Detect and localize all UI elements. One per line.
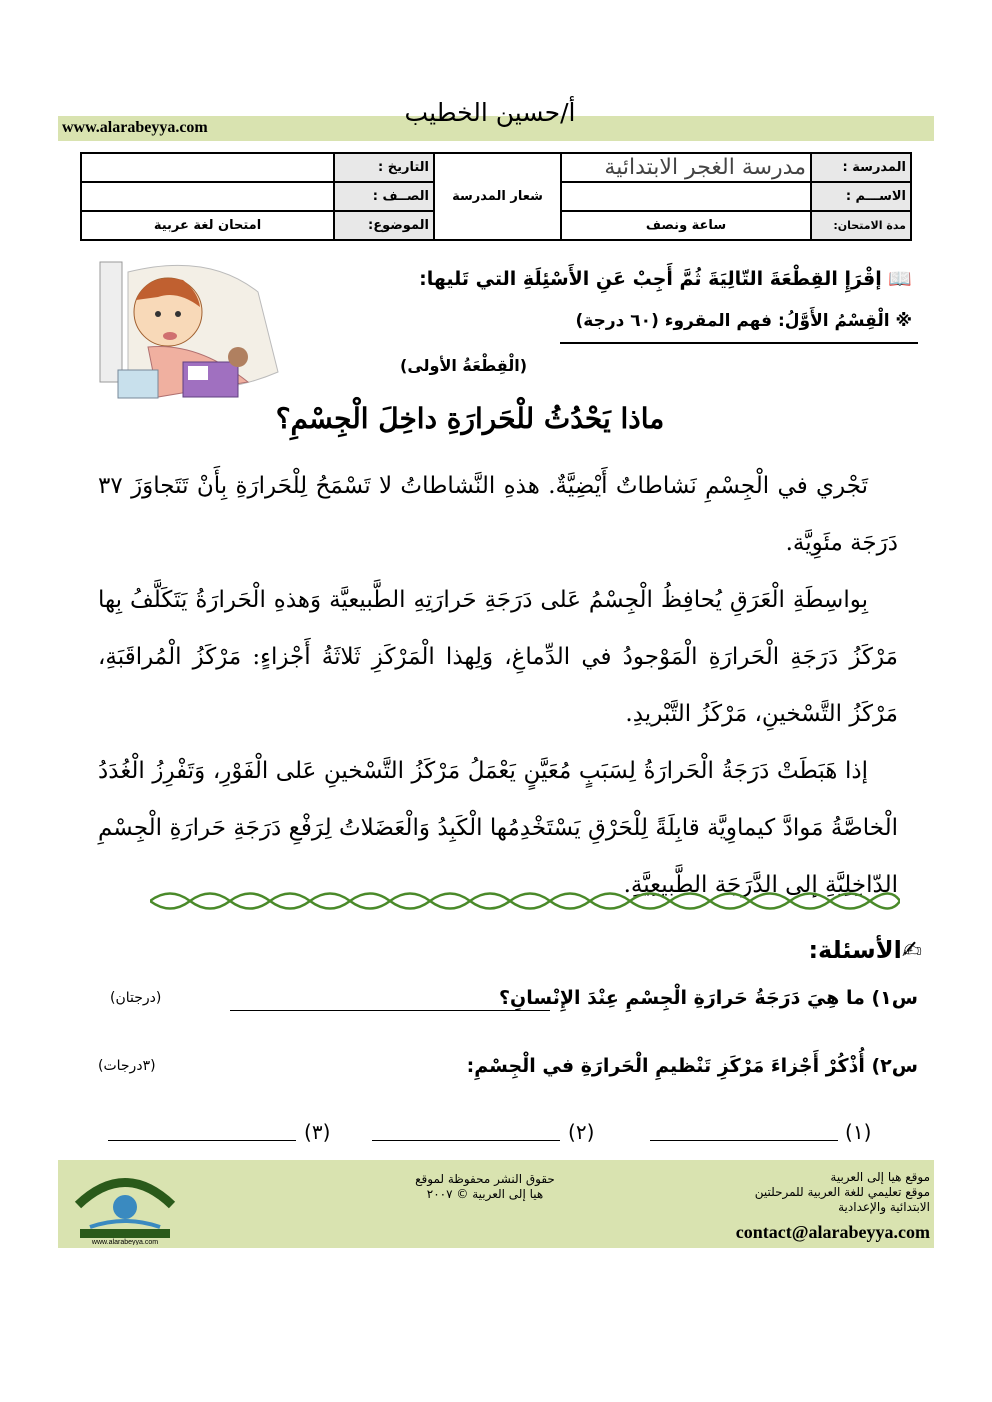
question-1: س١) ما هِيَ دَرَجَةُ حَرارَةِ الْجِسْمِ عِنْدَ الإِنْسانِ؟ — [499, 987, 918, 1009]
date-value[interactable] — [81, 153, 334, 182]
subject-label: الموضوع: — [334, 211, 434, 240]
footer-site-line: موقع هيا إلى العربية — [830, 1170, 930, 1184]
question-1-answer-line[interactable] — [230, 1010, 550, 1011]
subject-value: امتحان لغة عربية — [81, 211, 334, 240]
answer-2-label: (٢) — [568, 1120, 595, 1144]
class-value[interactable] — [81, 182, 334, 211]
passage-number: (الْقِطْعَةُ الأولى) — [400, 356, 528, 375]
name-label: الاســـم : — [811, 182, 911, 211]
duration-value: ساعة ونصف — [561, 211, 811, 240]
logo-url: www.alarabeyya.com — [91, 1239, 159, 1245]
date-label: التاريخ : — [334, 153, 434, 182]
school-name-cell — [561, 153, 811, 182]
passage-body — [98, 458, 898, 914]
answer-1-label: (١) — [845, 1120, 872, 1144]
questions-heading: ✍الأسئلة: — [808, 936, 922, 964]
class-label: الصــف : — [334, 182, 434, 211]
question-1-marks: (درجتان) — [110, 990, 162, 1006]
teacher-name: أ/حسين الخطيب — [404, 98, 576, 127]
passage-title: ماذا يَحْدُثُ للْحَرارَةِ داخِلَ الْجِسْمِ؟ — [275, 402, 665, 435]
sick-child-illustration — [88, 252, 288, 412]
copyright-line: حقوق النشر محفوظة لموقع — [415, 1172, 555, 1186]
passage-paragraph: بِواسِطَةِ الْعَرَقِ يُحافِظُ الْجِسْمُ عَلى دَرَجَةِ حَرارَتِهِ الطَّبيعيَّة وَهذهِ الْحَرارَةُ يَتَكَلَّفُ بِها مَرْكَزُ دَرَجَةِ الْحَرارَةِ الْمَوْجودُ في الدِّماغِ، وَلِهذا الْمَرْكَزِ ثَلاثَةُ أَجْزاءٍ: مَرْكَزُ الْمُراقَبَةِ، مَرْكَزُ التَّسْخينِ، مَرْكَزُ التَّبْريدِ. — [98, 587, 898, 727]
section-one-heading: ※ الْقِسْمُ الأَوَّلُ: فهم المقروء (٦٠ درجة) — [575, 311, 912, 331]
name-value[interactable] — [561, 182, 811, 211]
answer-3-label: (٣) — [304, 1120, 331, 1144]
question-2: س٢) أُذْكُرْ أَجْزاءَ مَرْكَزِ تَنْظيمِ الْحَرارَةِ في الْجِسْمِ: — [466, 1055, 918, 1077]
answer-3-line[interactable] — [108, 1140, 296, 1141]
duration-label: مدة الامتحان: — [811, 211, 911, 240]
copyright-line: هيا إلى العربية © ٢٠٠٧ — [426, 1187, 544, 1201]
school-logo-cell: شعار المدرسة — [434, 153, 561, 240]
passage-paragraph: تَجْري في الْجِسْمِ نَشاطاتٌ أَيْضِيَّةٌ. هذهِ النَّشاطاتُ لا تَسْمَحُ لِلْحَرارَةِ بِأَنْ تَتَجاوَزَ ٣٧ دَرَجَة مئَوِيَّة. — [98, 473, 898, 556]
site-url: www.alarabeyya.com — [62, 119, 208, 136]
site-logo — [70, 1165, 180, 1245]
school-name: مدرسة الغجر الابتدائية — [604, 155, 806, 180]
footer-email[interactable]: contact@alarabeyya.com — [735, 1222, 930, 1242]
school-label: المدرسة : — [811, 153, 911, 182]
passage-paragraph: إذا هَبَطَتْ دَرَجَةُ الْحَرارَةُ لِسَبَبٍ مُعَيَّنٍ يَعْمَلُ مَرْكَزُ التَّسْخينِ عَلى الْفَوْرِ، وَتَفْرِزُ الْغُدَدُ الْخاصَّةُ مَوادَّ كيماوِيَّة قابِلَةً لِلْحَرْقِ يَسْتَخْدِمُها الْكَبِدُ وَالْعَضَلاتُ لِرَفْعِ دَرَجَةِ حَرارَةِ الْجِسْمِ الدّاخِلِيَّةِ إلى الدَّرَجَةِ الطَّبيعِيَّةِ. — [98, 758, 898, 898]
reading-instruction: 📖 إقْرَإِ القِطْعَةَ التّالِيَةَ ثُمَّ أَجِبْ عَنِ الأَسْئِلَةِ التي تَليها: — [419, 268, 912, 290]
answer-2-line[interactable] — [372, 1140, 560, 1141]
footer-copyright — [410, 1172, 560, 1202]
footer-site-info — [670, 1170, 930, 1215]
info-table — [80, 152, 912, 241]
footer-site-line: الابتدائية والإعدادية — [838, 1200, 930, 1214]
section-divider — [560, 342, 918, 344]
question-2-marks: (٣درجات) — [98, 1058, 156, 1074]
answer-1-line[interactable] — [650, 1140, 838, 1141]
ornamental-divider — [150, 886, 900, 916]
footer-site-line: موقع تعليمي للغة العربية للمرحلتين — [754, 1185, 930, 1199]
